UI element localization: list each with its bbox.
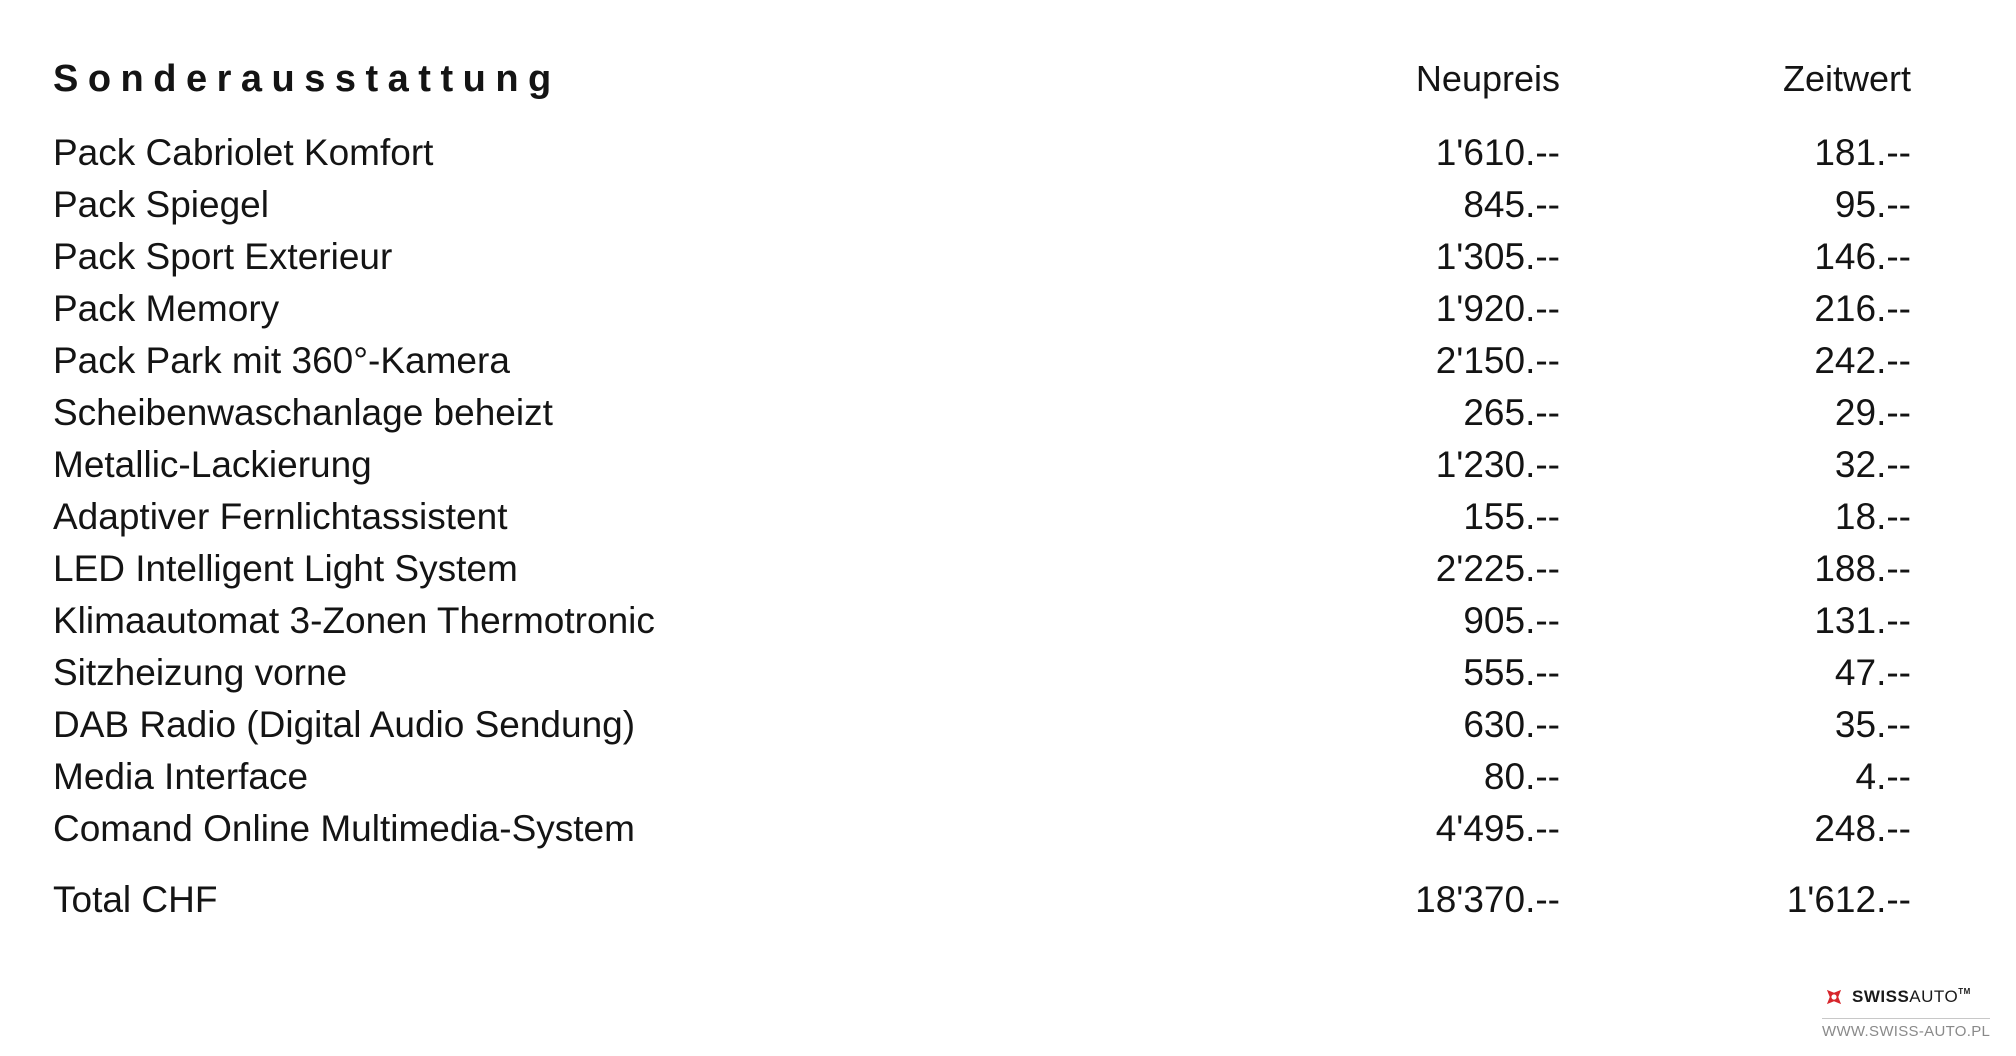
row-zeitwert: 242.-- bbox=[1814, 340, 1911, 381]
equipment-list bbox=[53, 127, 1913, 855]
row-label: LED Intelligent Light System bbox=[53, 548, 518, 589]
row-label: Pack Park mit 360°-Kamera bbox=[53, 340, 510, 381]
row-neupreis: 2'150.-- bbox=[1435, 340, 1560, 381]
table-row bbox=[53, 179, 1913, 231]
row-zeitwert: 181.-- bbox=[1814, 132, 1911, 173]
table-row bbox=[53, 335, 1913, 387]
table-row bbox=[53, 751, 1913, 803]
watermark-trademark: TM bbox=[1958, 987, 1971, 996]
watermark-url: WWW.SWISS-AUTO.PL bbox=[1822, 1018, 1990, 1040]
row-zeitwert: 29.-- bbox=[1834, 392, 1911, 433]
section-title: Sonderausstattung bbox=[53, 58, 561, 100]
row-label: Pack Cabriolet Komfort bbox=[53, 132, 434, 173]
row-neupreis: 845.-- bbox=[1463, 184, 1560, 225]
table-row bbox=[53, 283, 1913, 335]
row-neupreis: 80.-- bbox=[1483, 756, 1560, 797]
row-neupreis: 265.-- bbox=[1463, 392, 1560, 433]
row-neupreis: 155.-- bbox=[1463, 496, 1560, 537]
table-row bbox=[53, 491, 1913, 543]
row-zeitwert: 146.-- bbox=[1814, 236, 1911, 277]
watermark bbox=[1822, 984, 2012, 1044]
total-zeitwert: 1'612.-- bbox=[1786, 879, 1911, 920]
column-header-neupreis: Neupreis bbox=[1415, 58, 1560, 99]
table-header bbox=[53, 55, 1913, 103]
swiss-cross-logo-icon bbox=[1822, 985, 1846, 1009]
total-row bbox=[53, 874, 1913, 926]
row-label: Adaptiver Fernlichtassistent bbox=[53, 496, 508, 537]
row-neupreis: 1'610.-- bbox=[1435, 132, 1560, 173]
row-label: Comand Online Multimedia-System bbox=[53, 808, 635, 849]
row-zeitwert: 32.-- bbox=[1834, 444, 1911, 485]
row-neupreis: 1'920.-- bbox=[1435, 288, 1560, 329]
watermark-brand-bold: SWISS bbox=[1852, 987, 1910, 1006]
table-row bbox=[53, 439, 1913, 491]
table-row bbox=[53, 803, 1913, 855]
table-row bbox=[53, 595, 1913, 647]
total-neupreis: 18'370.-- bbox=[1415, 879, 1560, 920]
row-zeitwert: 95.-- bbox=[1834, 184, 1911, 225]
row-label: Scheibenwaschanlage beheizt bbox=[53, 392, 553, 433]
table-row bbox=[53, 127, 1913, 179]
row-neupreis: 4'495.-- bbox=[1435, 808, 1560, 849]
table-row bbox=[53, 387, 1913, 439]
row-label: Pack Spiegel bbox=[53, 184, 269, 225]
table-row bbox=[53, 231, 1913, 283]
watermark-brand-text bbox=[1852, 987, 1971, 1007]
row-zeitwert: 18.-- bbox=[1834, 496, 1911, 537]
row-label: Metallic-Lackierung bbox=[53, 444, 372, 485]
row-zeitwert: 131.-- bbox=[1814, 600, 1911, 641]
row-neupreis: 630.-- bbox=[1463, 704, 1560, 745]
column-header-zeitwert: Zeitwert bbox=[1782, 58, 1911, 99]
row-zeitwert: 188.-- bbox=[1814, 548, 1911, 589]
table-row bbox=[53, 647, 1913, 699]
row-zeitwert: 4.-- bbox=[1855, 756, 1911, 797]
row-zeitwert: 248.-- bbox=[1814, 808, 1911, 849]
row-neupreis: 555.-- bbox=[1463, 652, 1560, 693]
row-label: DAB Radio (Digital Audio Sendung) bbox=[53, 704, 636, 745]
row-label: Klimaautomat 3-Zonen Thermotronic bbox=[53, 600, 655, 641]
row-label: Pack Memory bbox=[53, 288, 280, 329]
watermark-brand bbox=[1822, 984, 1971, 1010]
row-neupreis: 1'305.-- bbox=[1435, 236, 1560, 277]
row-neupreis: 2'225.-- bbox=[1435, 548, 1560, 589]
row-neupreis: 905.-- bbox=[1463, 600, 1560, 641]
total-label: Total CHF bbox=[53, 879, 218, 920]
watermark-brand-light: AUTO bbox=[1909, 987, 1959, 1006]
row-zeitwert: 35.-- bbox=[1834, 704, 1911, 745]
row-zeitwert: 47.-- bbox=[1834, 652, 1911, 693]
row-label: Pack Sport Exterieur bbox=[53, 236, 393, 277]
row-label: Sitzheizung vorne bbox=[53, 652, 348, 693]
table-row bbox=[53, 699, 1913, 751]
table-row bbox=[53, 543, 1913, 595]
row-neupreis: 1'230.-- bbox=[1435, 444, 1560, 485]
row-zeitwert: 216.-- bbox=[1814, 288, 1911, 329]
row-label: Media Interface bbox=[53, 756, 309, 797]
